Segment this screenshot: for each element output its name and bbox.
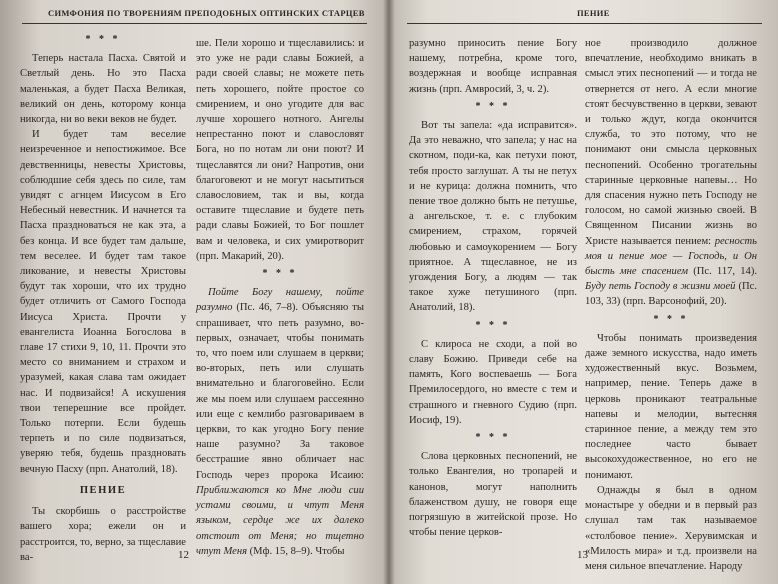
paragraph: Ты скорбишь о расстройстве вашего хора; ежели он и расстроится, то, верно, за тщеславие ва- <box>20 506 186 563</box>
page-number-right: 13 <box>577 549 588 561</box>
section-divider: * * * <box>653 313 689 325</box>
scripture-quote: Пойте Богу нашему, пойте разумно <box>196 287 364 314</box>
reference: (Пс. 103, 33) (прп. Варсонофий, 20). <box>585 281 757 308</box>
scripture-quote: Буду петь Господу в жизни моей <box>585 281 736 293</box>
right-page <box>389 0 778 584</box>
section-divider: * * * <box>85 34 121 45</box>
page-number-left: 12 <box>178 549 189 561</box>
section-divider: * * * <box>262 268 298 280</box>
section-divider: * * * <box>475 100 511 112</box>
paragraph: Однажды я был в одном монастыре у обедни и в первый раз слушал там так называемое «столбовое пение». Херувимская и «Милость мира» и т.д. произвели на меня сильное впечатление. Народу <box>585 484 757 572</box>
paragraph-text: (Мф. 15, 8–9). Чтобы <box>247 545 345 557</box>
paragraph: разумно приносить пение Богу нашему, потребна, кроме того, воздержная и вообще исправная жизнь (прп. Амвросий, 3, ч. 2). <box>409 38 577 95</box>
paragraph: И будет там веселие неизреченное и непостижимое. Все девственницы, невесты Христовы, соблюдшие себя здесь по силе, там увидят с агнцем Иисусом в Его Небесный невестник. И начнется та Пасха праздноваться не как эта, а без конца. И все будет там дальше, тем веселее. И будет там такое ликование, и невесты Христовы будут так хороши, что их трудно будет отличить от Самого Господа Иисуса Христа. Прочти у евангелиста Иоанна Богослова в главе 17 стихи 9, 10, 11. Прочти это место со вниманием и страхом и уразумей, какая слава там ожидает нас. И подвизайся! А искушения твои теперешние все пройдет. Только потерпи. Если будешь терпеть и по силе подвизаться, уверяю тебя, будешь праздновать вечную Пасху (прп. Анатолий, 18). <box>20 129 186 475</box>
scripture-quote: Приближаются ко Мне люди сии устами своими, и чтут Меня языком, сердце же их далеко отстоит от Меня; но тщетно чтут Меня <box>196 484 364 557</box>
section-divider: * * * <box>475 432 511 444</box>
paragraph: ше. Пели хорошо и тщеславились: и это уже не ради славы Божией, а ради своей славы; не можете петь петь хорошего, пойте простое со смирением, и оно угодите для вас лучше хорошего нотного. Ангелы непрестанно поют и славословят Бога, но по нотам ли они поют? И тщеславятся ли они? Напротив, они благоговеют и не могут насытиться славословием, так и вы, когда оставите тщеславие и будете петь ради славы Божией, то Бог пошлет вам и человека, и сих умиротворит (прп. Макарий, 20). <box>196 38 364 262</box>
scripture-quote: ресность моя и пение мое — Господь, и Он бысть мне спасением <box>585 235 757 278</box>
paragraph: Слова церковных песнопений, не только Евангелия, но тропарей и канонов, могут наполнить блаженством душу, не говоря еще погрязшую в житейской прозе. Но чтобы пение церков- <box>409 451 577 539</box>
header-rule <box>407 23 762 24</box>
paragraph: С клироса не сходи, а пой во славу Божию. Приведи себе на память, Кого воспеваешь — Бога Премилосердого, но вместе с тем и страшного и гневного Судию (прп. Иосиф, 19). <box>409 338 577 426</box>
right-column-2 <box>585 36 757 574</box>
paragraph-text: ное производило должное впечатление, необходимо вникать в смысл этих песнопений — и тогда не отвернется от него. А если многие стоят бесчувственно в церкви, зевают и только ждут, когда окончится служба, то это потому, что не понимают они смысла церковных песнопений. Особенно трогательны старинные церковные напевы… Но для спасения нужно петь Господу не голосом, но самой жизнью своей. В Священном Писании жизнь во Христе называется пением: <box>585 38 757 247</box>
running-header-left: СИМФОНИЯ ПО ТВОРЕНИЯМ ПРЕПОДОБНЫХ ОПТИНСКИХ СТАРЦЕВ <box>48 8 365 18</box>
paragraph <box>585 36 757 310</box>
paragraph: Чтобы понимать произведения даже земного искусства, надо иметь художественный вкус. Возьмем, например, пение. Теперь даже в церковь проникают театральные напевы и мелодии, вытесняя старинное пение, а между тем это последнее часто бывает высокохудожественное, но его не понимают. <box>585 332 757 481</box>
book-spine <box>383 0 395 584</box>
running-header-right: ПЕНИЕ <box>577 8 610 18</box>
paragraph <box>196 285 364 559</box>
reference: (Пс. 117, 14). <box>688 266 757 278</box>
paragraph-text: (Пс. 46, 7–8). Объясняю ты спрашивает, что петь разумно, во-первых, означает, чтобы понимать то, что поем или слушаем в церкви; во-вторых, петь или слушать внимательно и благоговейно. Если же мы поем или слушаем рассеянно или еще с кемлибо разговариваем в церкви, то как угодно Богу пение наше разумно? За таковое бесстрашие явно обличает нас Господь через пророка Исаию: <box>196 302 364 481</box>
section-divider: * * * <box>475 319 511 331</box>
left-column-1 <box>20 30 186 565</box>
left-column-2 <box>196 36 364 559</box>
paragraph: Теперь настала Пасха. Святой и Светлый день. Но это Пасха маленькая, а будет Пасха Великая, великий он день, которому конца никогда, ни во веки веков не будет. <box>20 53 186 126</box>
section-heading: ПЕНИЕ <box>79 484 127 496</box>
header-rule <box>22 23 367 24</box>
paragraph: Вот ты запела: «да исправится». Да это неважно, что запела; у нас на скотном, поди-ка, как петухи поют, тебя просто заглушат. А ты не петух и не курица: должна помнить, что пение твое должно быть не петушье, а ангельское, т. е. с глубоким смирением, страхом, горячей любовью и самоукорением — Богу приятное. А тщеславное, не из угождения Богу, а людям — так такое хуже петушиного (прп. Анатолий, 18). <box>409 120 577 314</box>
right-column-1 <box>409 36 577 541</box>
